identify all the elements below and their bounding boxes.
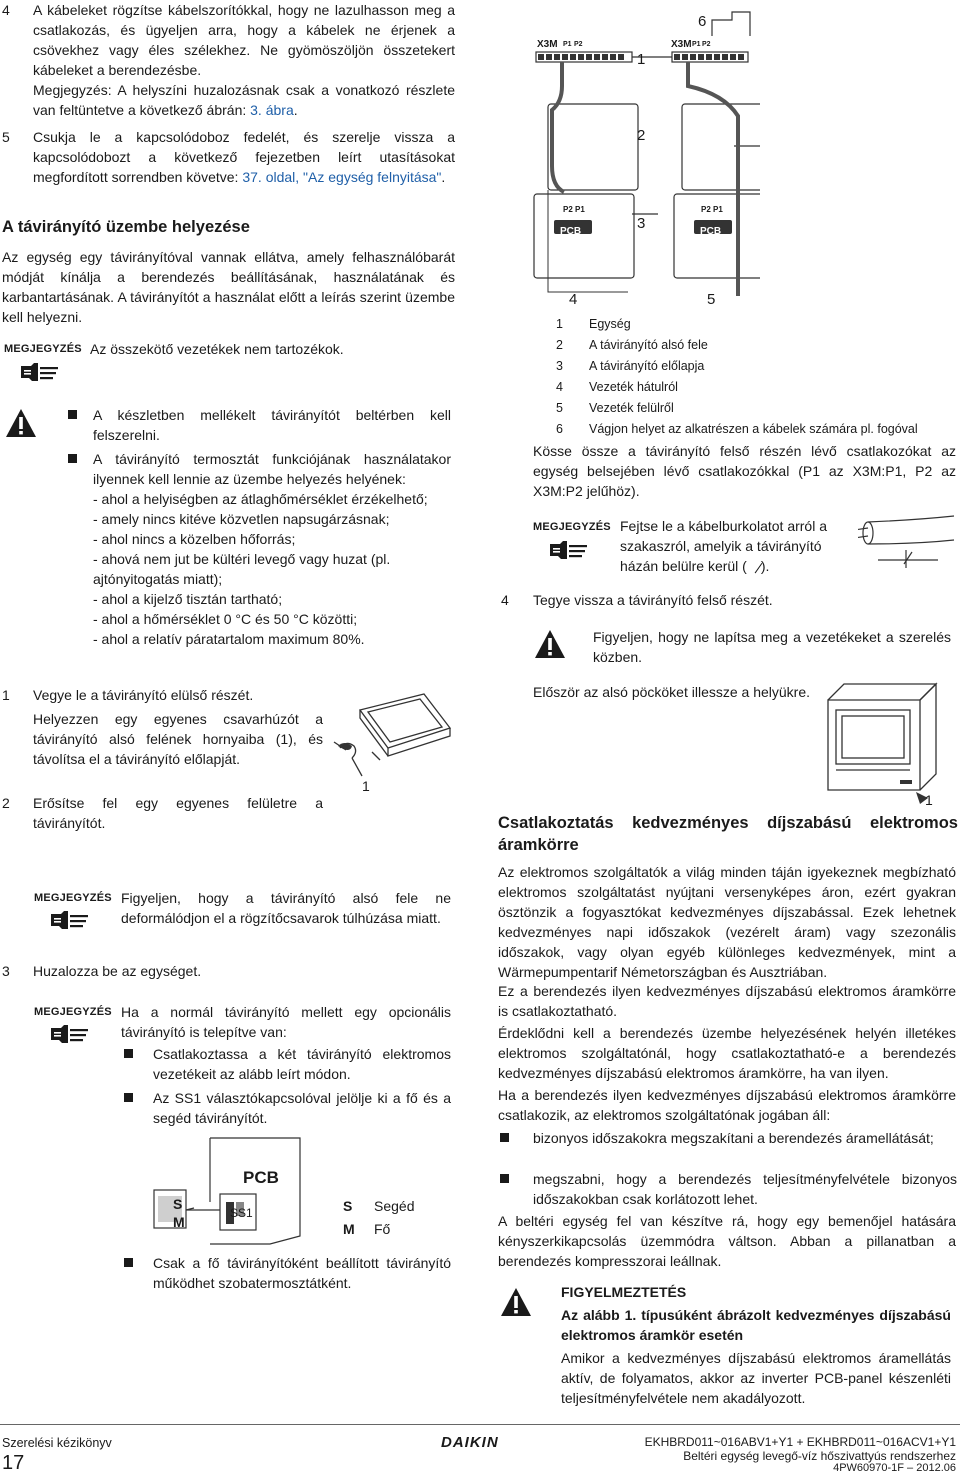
warning-3-title: FIGYELMEZTETÉS (561, 1284, 687, 1300)
warning-triangle-icon (4, 407, 38, 439)
section-heading-tariff: Csatlakoztatás kedvezményes díjszabású elektromos áramkörre (498, 814, 958, 854)
note-3-bullet-1: Csatlakoztassa a két távirányító elektromos vezetékeit az alább leírt módon. (153, 1046, 451, 1082)
list-item: - ahol a relatív páratartalom maximum 80%. (93, 631, 365, 647)
legend-text: Vezeték felülről (589, 401, 674, 415)
bullet (124, 1258, 133, 1267)
cut-mark-icon (746, 557, 763, 574)
warning-triangle-icon (533, 628, 567, 660)
note-hand-icon (48, 1022, 90, 1046)
note-4-text-main: Fejtse le a kábelburkolatot arról a szakaszról, amelyik a távirányító házán belülre kerül ( (620, 518, 827, 574)
legend-s-key: S (343, 1198, 353, 1214)
note-label: MEGJEGYZÉS (4, 343, 82, 355)
figure-3-link[interactable]: 3. ábra (250, 102, 294, 118)
p1-label-right: P1 (692, 41, 701, 48)
tariff-paragraph-4: Ha a berendezés ilyen kedvezményes díjszabású elektromos áramkörre csatlakozik, az elektromos szolgáltatónak jogában áll: (498, 1087, 956, 1123)
legend-text: Egység (589, 317, 631, 331)
callout-5: 5 (707, 291, 716, 308)
figure-step1-label: 1 (362, 778, 370, 794)
step-5-text (33, 127, 455, 187)
footer-rule (0, 1424, 960, 1425)
tariff-paragraph-2: Ez a berendezés ilyen kedvezményes díjszabású elektromos áramkörre is csatlakoztatható. (498, 983, 956, 1019)
note-4-text-end: ). (760, 558, 770, 574)
step-2-number: 2 (2, 795, 10, 811)
legend-number: 5 (556, 401, 563, 415)
footer-description: Beltéri egység levegő-víz hőszivattyús rendszerhez (683, 1449, 956, 1463)
list-item: - ahol a helyiségben az átlaghőmérséklet érzékelhető; (93, 491, 428, 507)
callout-2: 2 (637, 127, 646, 144)
note-label: MEGJEGYZÉS (533, 521, 611, 533)
step-4-note-end: . (293, 102, 298, 118)
legend-number: 2 (556, 338, 563, 352)
note-hand-icon (547, 538, 589, 562)
location-requirements-list (93, 489, 433, 649)
step-4-number: 4 (2, 2, 10, 18)
bullet (124, 1049, 133, 1058)
tariff-bullet-2: megszabni, hogy a berendezés teljesítményfelvétele bizonyos időszakokban csak korlátozott lehet. (533, 1171, 957, 1207)
callout-6: 6 (698, 13, 707, 30)
intro-paragraph: Az egység egy távirányítóval vannak ellátva, amely felhasználóbarát módját kínálja a berendezés beállításának, használatának és karbantartásának. A távirányítót a használat előtt a leírás szerint üzembe kell helyezni. (2, 249, 455, 325)
tariff-paragraph-5: A beltéri egység fel van készítve rá, hogy egy bemenőjel hatására kényszerkikapcsolás üzemmódra váltson. Abban a pillanatban a berendezés kompresszorai leállnak. (498, 1213, 956, 1269)
note-1-text: Az összekötő vezetékek nem tartozékok. (90, 341, 344, 357)
note-3-bullet-2: Az SS1 választókapcsolóval jelölje ki a fő és a segéd távirányítót. (153, 1090, 451, 1126)
footer-manual-title: Szerelési kézikönyv (2, 1436, 112, 1450)
note-3-text: Ha a normál távirányító mellett egy opcionális távirányító is telepítve van: (121, 1004, 451, 1040)
connect-instructions: Kösse össze a távirányító felső részén lévő csatlakozókat az egység belsejében lévő csatlakozókkal (P1 az X3M:P1, P2 az X3M:P2 jelűhöz). (533, 443, 956, 499)
list-item: - ahol a kijelző tisztán tartható; (93, 591, 283, 607)
first-clips-text: Először az alsó pöcköket illessze a helyükre. (533, 684, 811, 700)
legend-number: 6 (556, 422, 563, 436)
footer-page-number: 17 (2, 1452, 25, 1474)
page-37-link[interactable]: 37. oldal, "Az egység felnyitása" (242, 169, 442, 185)
list-item: - ahová nem jut be kültéri levegő vagy huzat (pl. ajtónyitogatás miatt); (93, 551, 391, 587)
switch-s-label: S (173, 1196, 183, 1212)
legend-text: Vágjon helyet az alkatrészen a kábelek számára pl. fogóval (589, 422, 918, 436)
ss1-label: SS1 (230, 1206, 253, 1220)
warn-bullet-1: A készletben mellékelt távirányítót beltérben kell felszerelni. (93, 407, 451, 443)
step-4-text: A kábeleket rögzítse kábelszorítókkal, hogy ne lazulhasson meg a csatlakozás, és ügyeljen arra, hogy a kábelek ne érjenek a csövekhez vagy éles szélekhez. Ne gyömöszöljön összetekert kábeleket a berendezésbe. (33, 2, 455, 78)
bullet (68, 410, 77, 419)
bullet (68, 454, 77, 463)
step-2-text: Erősítse fel egy egyenes felületre a távirányítót. (33, 795, 323, 831)
callout-3: 3 (637, 215, 646, 232)
step-1-number: 1 (2, 687, 10, 703)
note-label: MEGJEGYZÉS (34, 892, 112, 904)
p2-label-left: P2 (574, 41, 583, 48)
footer-doc-code: 4PW60970-1F – 2012.06 (833, 1462, 956, 1474)
cable-strip-figure (858, 514, 958, 572)
step-4-note (33, 80, 455, 120)
list-item: - ahol a hőmérséklet 0 °C és 50 °C közötti; (93, 611, 358, 627)
bullet (500, 1133, 509, 1142)
step-5-text-main: Csukja le a kapcsolódoboz fedelét, és szerelje vissza a kapcsolódobozt a következő fejezetben leírt utasításokat megfordított sorrendben követve: (33, 129, 455, 185)
legend-number: 4 (556, 380, 563, 394)
warning-triangle-icon (499, 1286, 533, 1318)
note-2-text: Figyeljen, hogy a távirányító alsó fele ne deformálódjon el a rögzítőcsavarok túlhúzása miatt. (121, 890, 451, 926)
note-4-text (620, 516, 850, 576)
note-label: MEGJEGYZÉS (34, 1006, 112, 1018)
note-hand-icon (18, 360, 60, 384)
callout-1: 1 (637, 51, 646, 68)
callout-4: 4 (569, 291, 578, 308)
legend-text: Vezeték hátulról (589, 380, 678, 394)
p2p1-label-right: P2 P1 (701, 205, 723, 214)
legend-m-value: Fő (374, 1221, 391, 1237)
p2p1-label-left: P2 P1 (563, 205, 585, 214)
tariff-paragraph-3: Érdeklődni kell a berendezés üzembe helyezésének helyén illetékes elektromos szolgáltatónál, hogy csatlakoztatható-e a berendezés kedvezményes díjszabású elektromos áramkörre, ha van ilyen. (498, 1025, 956, 1081)
pcb-label-left: PCB (560, 226, 582, 237)
p2-label-right: P2 (702, 41, 711, 48)
pcb-label: PCB (243, 1168, 279, 1187)
bullet (124, 1093, 133, 1102)
step-1-text: Vegye le a távirányító elülső részét. (33, 687, 254, 703)
legend-m-key: M (343, 1221, 355, 1237)
step-4b-number: 4 (501, 592, 509, 608)
list-item: - amely nincs kitéve közvetlen napsugárzásnak; (93, 511, 390, 527)
x3m-label-left: X3M (537, 39, 558, 50)
warn-bullet-2: A távirányító termosztát funkciójának használatakor ilyennek kell lennie az üzembe helyezés helyének: (93, 451, 451, 487)
note-3-bullet-3: Csak a fő távirányítóként beállított távirányító működhet szobatermosztátként. (153, 1255, 451, 1291)
step-5-end: . (441, 169, 446, 185)
legend-text: A távirányító alsó fele (589, 338, 708, 352)
legend-s-value: Segéd (374, 1198, 415, 1214)
brand-logo: DAIKIN (441, 1434, 499, 1451)
section-heading-remote-install: A távirányító üzembe helyezése (2, 218, 250, 236)
remote-front-removal-figure (332, 688, 457, 798)
list-item: - ahol nincs a közelben hőforrás; (93, 531, 296, 547)
warning-2-text: Figyeljen, hogy ne lapítsa meg a vezetékeket a szerelés közben. (593, 629, 951, 665)
tariff-bullet-1: bizonyos időszakokra megszakítani a berendezés áramellátását; (533, 1130, 934, 1146)
tariff-paragraph-1: Az elektromos szolgáltatók a világ minden táján igyekeznek megbízható elektromos szolgáltatást nyújtani versenyképes áron, ezért gyakran ösztönzik a fogyasztókat kedvezményes díjszabással. Ezek lehetnek kedvezményes napi időszakok (vezérelt áram) vagy szezonális időszakok, vagy olyan egyéb különleges kedvezmények, mint a Wärmepumpentarif Németországban és Ausztriában. (498, 864, 956, 980)
step-5-number: 5 (2, 129, 10, 145)
pcb-label-right: PCB (700, 226, 722, 237)
switch-m-label: M (173, 1214, 185, 1230)
x3m-label-right: X3M (671, 39, 692, 50)
legend-text: A távirányító előlapja (589, 359, 705, 373)
step-3-text: Huzalozza be az egységet. (33, 963, 202, 979)
bullet (500, 1174, 509, 1183)
legend-number: 3 (556, 359, 563, 373)
figure-assembly-label: 1 (925, 792, 933, 808)
step-1-detail: Helyezzen egy egyenes csavarhúzót a távirányító alsó felének hornyaiba (1), és távolítsa el a távirányító előlapját. (33, 711, 323, 767)
warning-3-subtitle: Az alább 1. típusúként ábrázolt kedvezményes díjszabású elektromos áramkör esetén (561, 1307, 951, 1343)
note-hand-icon (48, 908, 90, 932)
footer-model: EKHBRD011~016ABV1+Y1 + EKHBRD011~016ACV1+Y1 (644, 1435, 956, 1449)
step-3-number: 3 (2, 963, 10, 979)
p1-label-left: P1 (563, 41, 572, 48)
warning-3-text: Amikor a kedvezményes díjszabású elektromos áramellátás aktív, de folyamatos, akkor az inverter PCB-panel készenléti teljesítményfelvétele nem akadályozott. (561, 1350, 951, 1406)
step-4-note-text: Megjegyzés: A helyszíni huzalozásnak csak a vonatkozó részlete van feltüntetve a következő ábrán: (33, 82, 455, 118)
step-4b-text: Tegye vissza a távirányító felső részét. (533, 592, 773, 608)
legend-number: 1 (556, 317, 563, 331)
